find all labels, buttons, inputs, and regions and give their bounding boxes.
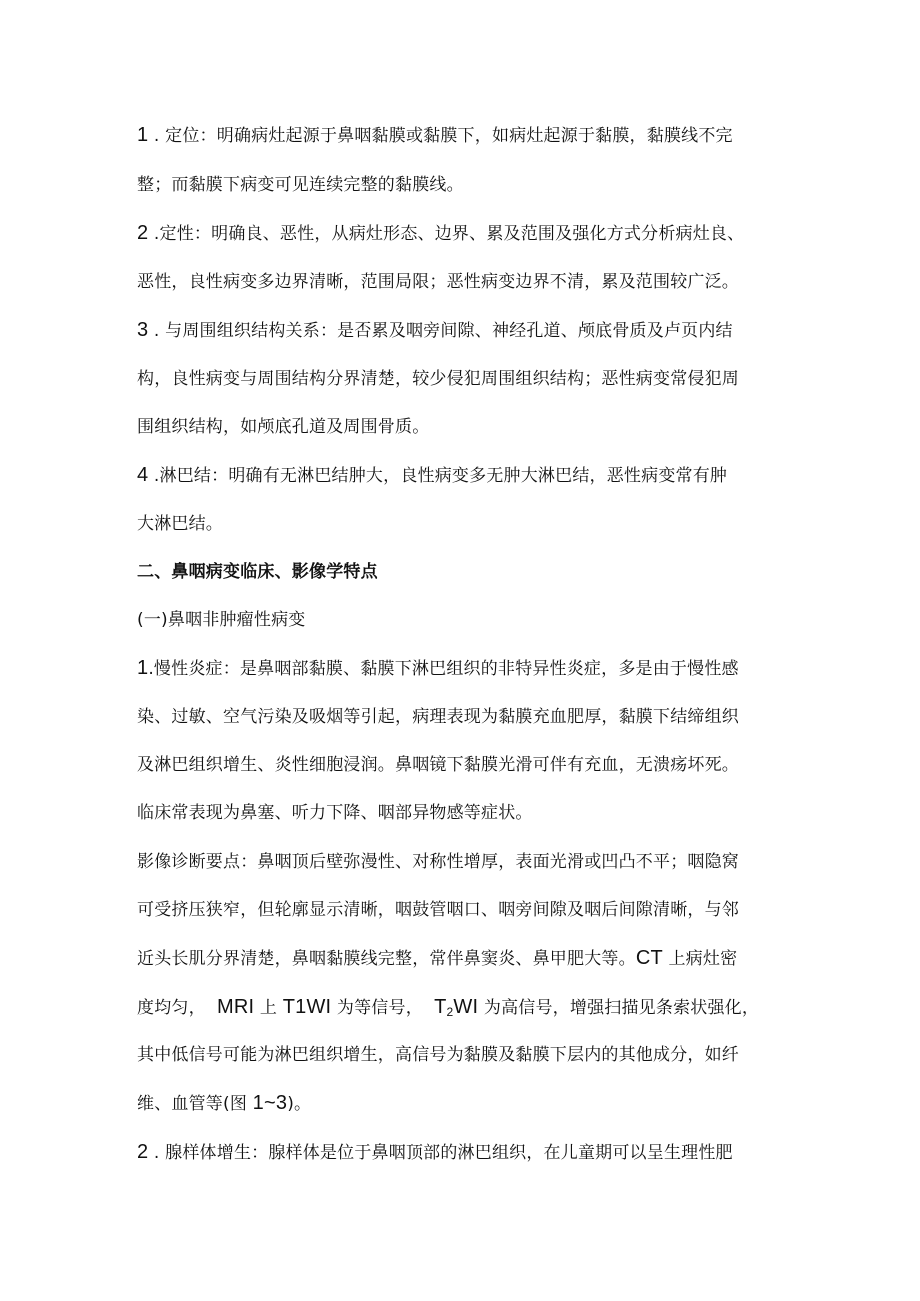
text-line-16 <box>137 851 739 873</box>
figure-reference: 1~3 <box>252 1092 288 1114</box>
text-line-7 <box>137 416 429 438</box>
t2-term: $T_2WI$ <box>434 996 479 1019</box>
line-text: 构，良性病变与周围结构分界清楚，较少侵犯周围组织结构；恶性病变常侵犯周 <box>137 369 739 389</box>
text-line-5 <box>137 319 733 342</box>
text-line-15 <box>137 802 533 824</box>
text-line-12 <box>137 657 739 680</box>
line-text: .定性：明确良、恶性，从病灶形态、边界、累及范围及强化方式分析病灶良、 <box>148 224 745 244</box>
line-text: 为等信号， <box>336 998 423 1018</box>
text-line-20 <box>137 1044 739 1066</box>
subsection-heading <box>137 609 305 631</box>
text-line-9 <box>137 513 223 535</box>
line-text: 临床常表现为鼻塞、听力下降、咽部异物感等症状。 <box>137 803 533 823</box>
mri-term: MRI <box>217 996 255 1018</box>
line-text: 及淋巴组织增生、炎性细胞浸润。鼻咽镜下黏膜光滑可伴有充血，无溃疡坏死。 <box>137 755 739 775</box>
text-line-3 <box>137 222 744 245</box>
text-line-13 <box>137 706 739 728</box>
item-number: 1 <box>137 657 149 679</box>
text-line-14 <box>137 754 739 776</box>
item-number: 1 <box>137 124 149 146</box>
t1wi-term: T1WI <box>282 996 332 1018</box>
line-text: 其中低信号可能为淋巴组织增生，高信号为黏膜及黏膜下层内的其他成分，如纤 <box>137 1045 739 1065</box>
text-line-17 <box>137 899 739 921</box>
section-heading <box>137 561 378 583</box>
text-line-21 <box>137 1092 311 1115</box>
line-text: .慢性炎症：是鼻咽部黏膜、黏膜下淋巴组织的非特异性炎症，多是由于慢性感 <box>148 659 739 679</box>
line-text: . 与周围组织结构关系：是否累及咽旁间隙、神经孔道、颅底骨质及卢页内结 <box>148 321 733 341</box>
text-line-6 <box>137 368 739 390</box>
text-line-19 <box>137 996 759 1023</box>
line-text: . 腺样体增生：腺样体是位于鼻咽顶部的淋巴组织，在儿童期可以呈生理性肥 <box>148 1143 733 1163</box>
text-line-22 <box>137 1141 733 1164</box>
text-line-8 <box>137 464 727 487</box>
item-number: 2 <box>137 1141 149 1163</box>
line-text: 近头长肌分界清楚，鼻咽黏膜线完整，常伴鼻窦炎、鼻甲肥大等。 <box>137 949 636 969</box>
line-text: 维、血管等(图 <box>137 1094 248 1114</box>
line-text: 整；而黏膜下病变可见连续完整的黏膜线。 <box>137 175 464 195</box>
line-text: 恶性，良性病变多边界清晰，范围局限；恶性病变边界不清，累及范围较广泛。 <box>137 272 739 292</box>
item-number: 4 <box>137 464 149 486</box>
item-number: 3 <box>137 319 149 341</box>
line-text: 大淋巴结。 <box>137 514 223 534</box>
line-text: )。 <box>287 1094 312 1114</box>
text-line-1 <box>137 124 733 147</box>
line-text: . 定位：明确病灶起源于鼻咽黏膜或黏膜下，如病灶起源于黏膜，黏膜线不完 <box>148 126 733 146</box>
text-line-2 <box>137 174 464 196</box>
item-number: 2 <box>137 222 149 244</box>
line-text: 可受挤压狭窄，但轮廓显示清晰，咽鼓管咽口、咽旁间隙及咽后间隙清晰，与邻 <box>137 900 739 920</box>
line-text: 围组织结构，如颅底孔道及周围骨质。 <box>137 417 430 437</box>
line-text: 度均匀， <box>137 998 206 1018</box>
ct-term: CT <box>635 947 663 969</box>
line-text: .淋巴结：明确有无淋巴结肿大，良性病变多无肿大淋巴结，恶性病变常有肿 <box>148 466 728 486</box>
line-text: 为高信号，增强扫描见条索状强化， <box>483 998 760 1018</box>
line-text: 影像诊断要点：鼻咽顶后壁弥漫性、对称性增厚，表面光滑或凹凸不平；咽隐窝 <box>137 852 739 872</box>
line-text: 染、过敏、空气污染及吸烟等引起，病理表现为黏膜充血肥厚，黏膜下结缔组织 <box>137 707 739 727</box>
line-text: 上病灶密 <box>668 949 738 969</box>
line-text: 上 <box>259 998 278 1018</box>
heading-text: 二、鼻咽病变临床、影像学特点 <box>137 562 378 582</box>
text-line-18 <box>137 947 737 970</box>
text-line-4 <box>137 271 739 293</box>
heading-text: (一)鼻咽非肿瘤性病变 <box>137 610 306 630</box>
